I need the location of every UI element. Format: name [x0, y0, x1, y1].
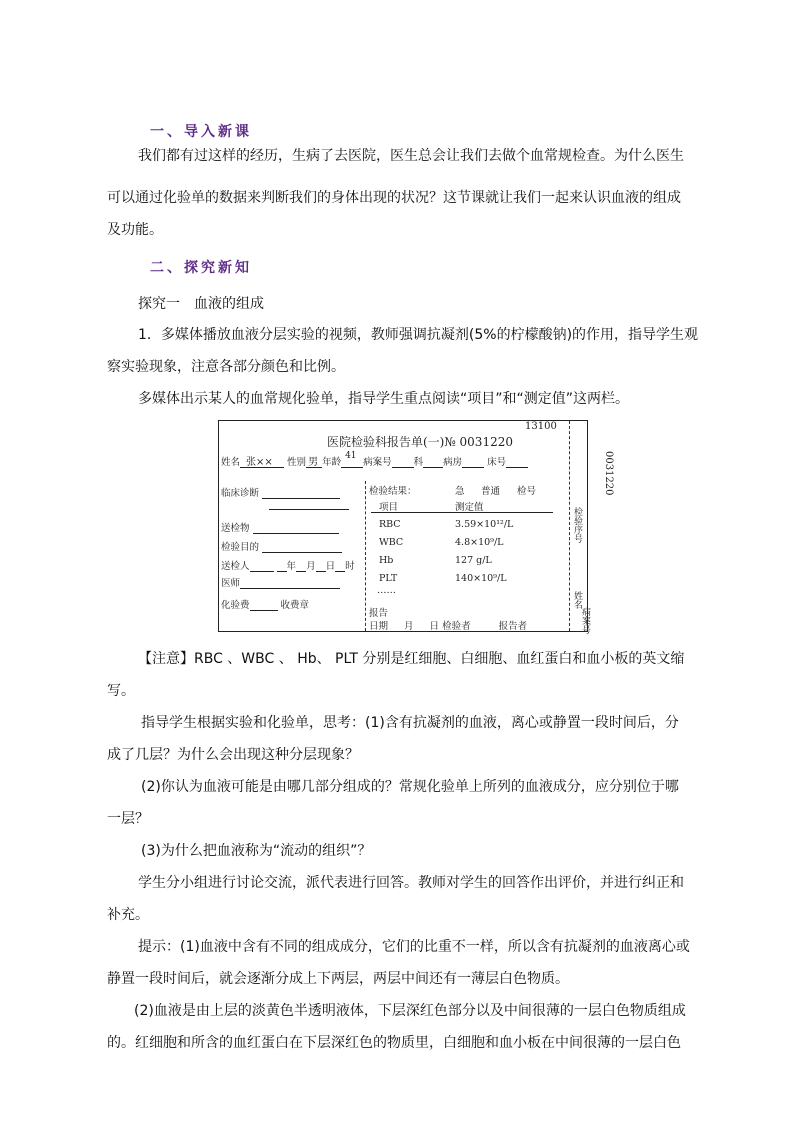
report-column-divider — [365, 481, 366, 631]
section-heading-explore: 二、探究新知 — [150, 260, 252, 276]
result-ellipsis: …… — [377, 585, 396, 596]
age-label: 年龄 — [322, 457, 342, 468]
receipt-stamp-label: 收费章 — [280, 600, 310, 611]
report-date-row — [369, 618, 557, 632]
specimen-row — [221, 520, 339, 534]
normal-label: 普通 — [481, 486, 501, 497]
stub-serial: 0031220 — [603, 451, 614, 496]
sender-label: 送检人 — [221, 561, 250, 572]
diagnosis-line-2 — [221, 499, 351, 510]
intro-line-2: 可以通过化验单的数据来判断我们的身体出现的状况？这节课就让我们一起来认识血液的组成 — [107, 190, 681, 206]
result-item: WBC — [379, 537, 404, 548]
result-value: 140×10⁹/L — [455, 573, 507, 584]
bed-label: 床号 — [487, 457, 507, 468]
case-number-field — [392, 457, 414, 468]
urgent-label: 急 — [455, 486, 465, 497]
specimen-field — [253, 523, 339, 534]
sex-value: 男 — [308, 457, 319, 468]
purpose-row — [221, 539, 342, 553]
sex-label: 性别 — [287, 457, 307, 468]
discussion-line-2: 补充。 — [107, 907, 149, 923]
case-number-label: 病案号 — [363, 457, 392, 468]
name-field — [240, 457, 284, 468]
date-label: 日期 — [369, 621, 389, 632]
age-field — [341, 451, 363, 468]
specimen-label: 送检物 — [221, 523, 250, 534]
date-day-field — [414, 621, 430, 632]
question-2-line-1: (2)你认为血液可能是由哪几部分组成的？常规化验单上所列的血液成分，应分别位于哪 — [141, 779, 679, 795]
result-value: 3.59×10¹²/L — [455, 519, 514, 530]
hour-field — [335, 561, 345, 572]
section-heading-intro: 一、导入新课 — [150, 124, 252, 140]
explore-p2: 多媒体出示某人的血常规化验单，指导学生重点阅读“项目”和“测定值”这两栏。 — [138, 391, 630, 407]
date-day-label: 日 — [429, 621, 440, 632]
explore-p1-line-2: 察实验现象，注意各部分颜色和比例。 — [107, 359, 345, 375]
day-field — [316, 561, 326, 572]
date-month-label: 月 — [404, 621, 414, 632]
day-label: 日 — [325, 561, 336, 572]
dept-label: 科 — [413, 457, 424, 468]
report-serial-top: 13100 — [525, 421, 557, 432]
doctor-label: 医师 — [221, 578, 241, 589]
fee-field — [250, 600, 278, 611]
purpose-field — [262, 542, 342, 553]
intro-line-1: 我们都有过这样的经历，生病了去医院，医生总会让我们去做个血常规检查。为什么医生 — [138, 148, 684, 164]
doctor-row — [221, 575, 340, 589]
patient-info-row — [221, 451, 528, 468]
stub-case-label: 病案号 — [580, 607, 590, 634]
diagnosis-field-2 — [269, 499, 349, 510]
result-item: Hb — [379, 555, 394, 566]
diagnosis-field — [262, 488, 340, 499]
diagnosis-label: 临床诊断 — [221, 488, 260, 499]
result-item: PLT — [379, 573, 398, 584]
guide-line-2: 成了几层？为什么会出现这种分层现象？ — [107, 747, 359, 763]
date-month-field — [388, 621, 404, 632]
dept-field — [423, 457, 443, 468]
report-label: 报告 — [369, 608, 389, 619]
hour-label: 时 — [345, 561, 355, 572]
note-line-1: 【注意】RBC 、WBC 、 Hb、 PLT 分别是红细胞、白细胞、血红蛋白和血小板的英文缩 — [138, 651, 685, 667]
result-value: 4.8×10⁹/L — [455, 537, 504, 548]
test-number-label: 检号 — [517, 486, 537, 497]
month-label: 月 — [306, 561, 316, 572]
result-value: 127 g/L — [455, 555, 492, 566]
intro-line-3: 及功能。 — [107, 222, 163, 238]
sender-field — [250, 561, 274, 572]
guide-line-1: 指导学生根据实验和化验单，思考：(1)含有抗凝剂的血液，离心或静置一段时间后，分 — [141, 715, 679, 731]
discussion-line-1: 学生分小组进行讨论交流，派代表进行回答。教师对学生的回答作出评价，并进行纠正和 — [138, 875, 684, 891]
hint-p2-line-1: (2)血液是由上层的淡黄色半透明液体，下层深红色部分以及中间很薄的一层白色物质组成 — [134, 1003, 686, 1019]
month-field — [296, 561, 306, 572]
stub-name-label: 姓名 — [572, 591, 582, 609]
question-3: (3)为什么把血液称为“流动的组织”？ — [141, 843, 372, 859]
results-header-rule — [371, 512, 553, 513]
purpose-label: 检验目的 — [221, 542, 260, 553]
report-title: 医院检验科报告单(一)№ 0031220 — [327, 435, 513, 449]
fee-row — [221, 597, 309, 611]
year-label: 年 — [286, 561, 297, 572]
column-item-header: 项目 — [379, 502, 399, 513]
result-item: RBC — [379, 519, 401, 530]
reporter-field — [527, 621, 557, 632]
bed-field — [506, 457, 528, 468]
sex-field — [306, 457, 322, 468]
year-field — [277, 561, 287, 572]
result-label: 检验结果： — [369, 486, 417, 497]
fee-label: 化验费 — [221, 600, 250, 611]
hint-line-2: 静置一段时间后，就会逐渐分成上下两层，两层中间还有一薄层白色物质。 — [107, 971, 569, 987]
ward-label: 病房 — [443, 457, 463, 468]
note-line-2: 写。 — [107, 683, 135, 699]
name-value: 张×× — [246, 457, 273, 468]
ward-field — [462, 457, 484, 468]
sender-row — [221, 558, 355, 572]
stub-divider — [569, 421, 570, 631]
explore-p1-line-1: 1．多媒体播放血液分层实验的视频，教师强调抗凝剂(5%的柠檬酸钠)的作用，指导学生观 — [138, 327, 699, 343]
hint-p2-line-2: 的。红细胞和所含的血红蛋白在下层深红色的物质里，白细胞和血小板在中间很薄的一层白色 — [107, 1035, 681, 1051]
question-2-line-2: 一层？ — [107, 811, 149, 827]
reporter-label: 报告者 — [498, 621, 528, 632]
diagnosis-row — [221, 485, 340, 499]
blood-test-report — [218, 420, 614, 634]
age-value: 41 — [345, 451, 357, 461]
column-value-header: 测定值 — [455, 502, 484, 513]
explore-heading: 探究一 血液的组成 — [138, 296, 264, 312]
hint-line-1: 提示：(1)血液中含有不同的组成成分，它们的比重不一样，所以含有抗凝剂的血液离心或 — [138, 939, 690, 955]
name-label: 姓名 — [221, 457, 241, 468]
doctor-field — [240, 578, 340, 589]
inspector-field — [471, 621, 499, 632]
stub-order-label: 检验序号 — [572, 507, 582, 543]
inspector-label: 检验者 — [442, 621, 471, 632]
